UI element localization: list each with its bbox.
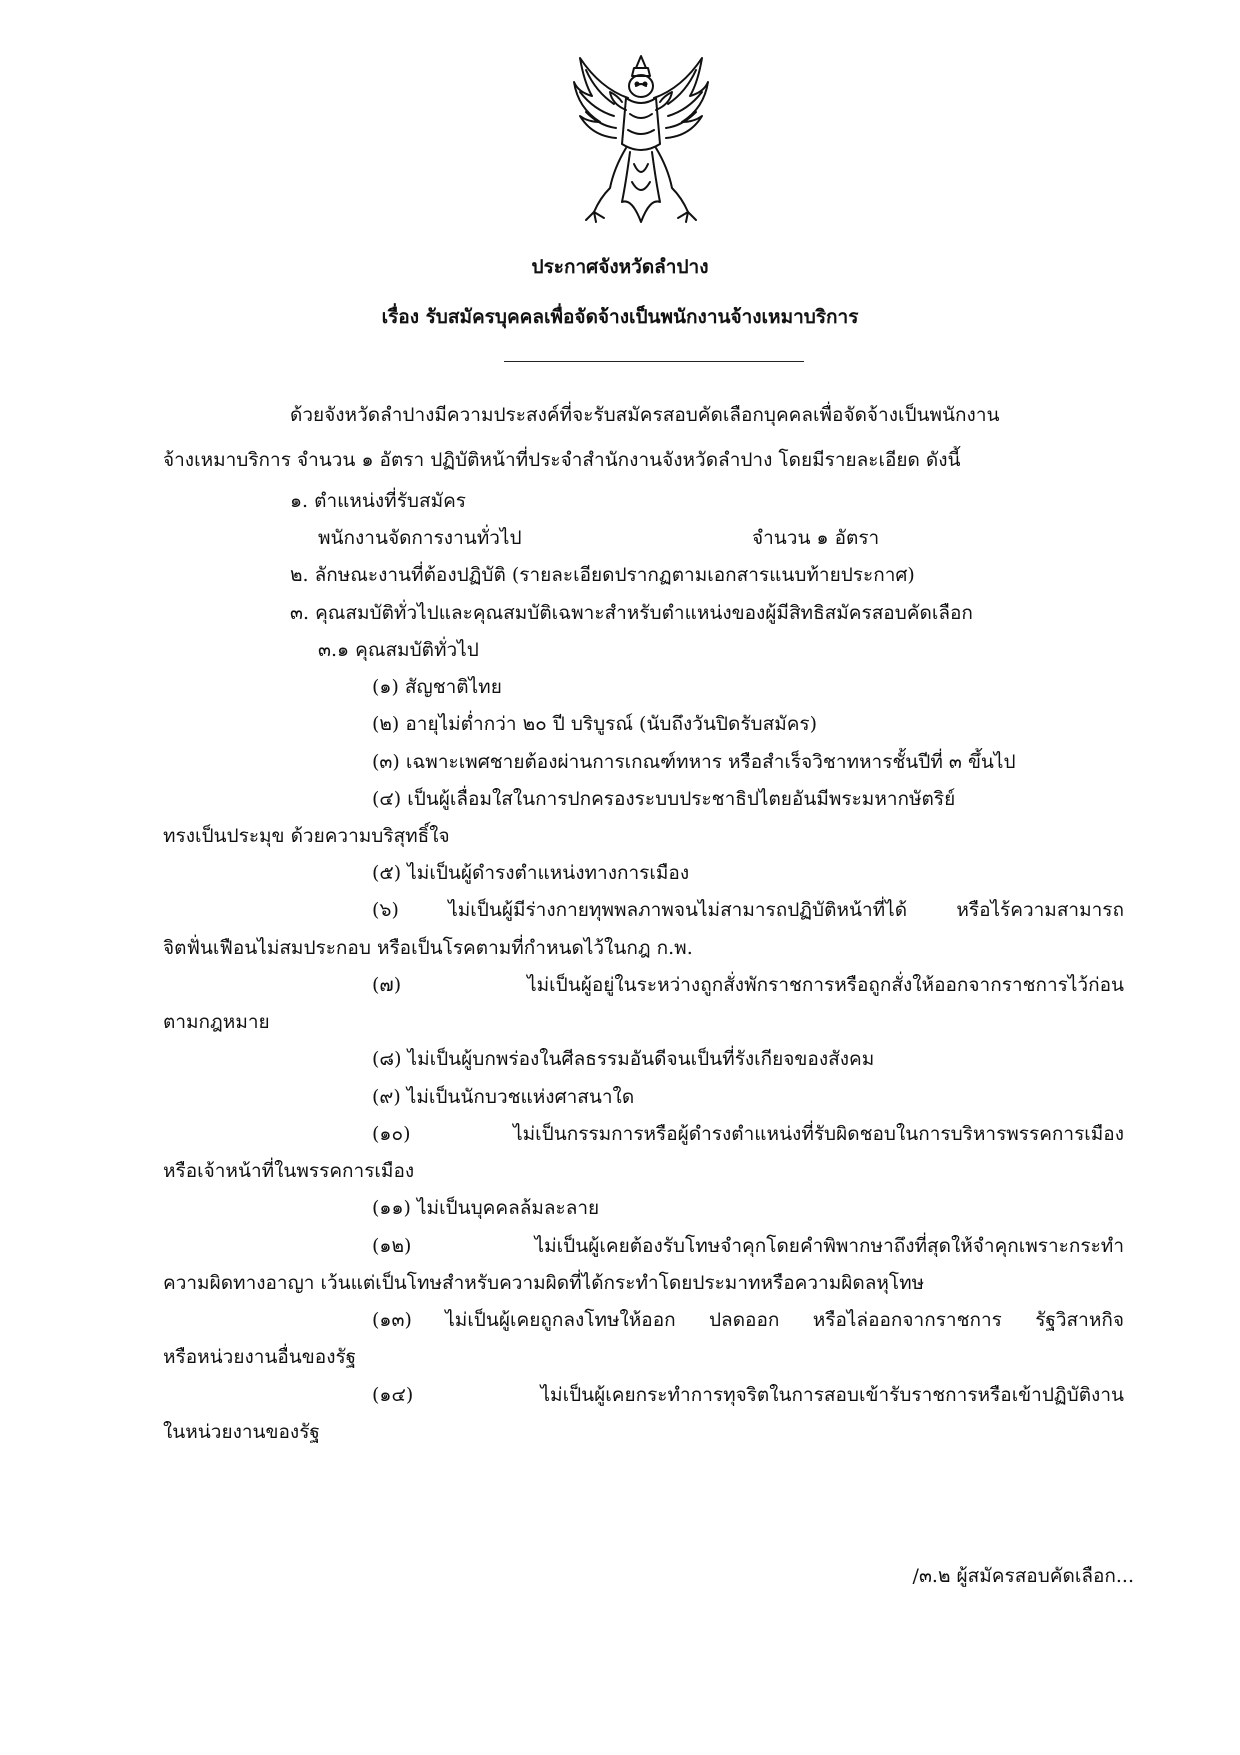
qualification-item-continued: จิตฟั่นเฟือนไม่สมประกอบ หรือเป็นโรคตามที่กำหนดไว้ในกฎ ก.พ. xyxy=(163,937,693,959)
announcement-title: ประกาศจังหวัดลำปาง xyxy=(531,256,709,278)
announcement-subject: เรื่อง รับสมัครบุคคลเพื่อจัดจ้างเป็นพนักงานจ้างเหมาบริการ xyxy=(381,306,859,328)
qualification-item-continued: หรือหน่วยงานอื่นของรัฐ xyxy=(163,1346,357,1368)
qualification-item: (๓) เฉพาะเพศชายต้องผ่านการเกณฑ์ทหาร หรือสำเร็จวิชาทหารชั้นปีที่ ๓ ขึ้นไป xyxy=(372,751,1016,773)
qualification-item: (๖) ไม่เป็นผู้มีร่างกายทุพพลภาพจนไม่สามารถปฏิบัติหน้าที่ได้ หรือไร้ความสามารถ xyxy=(372,899,1124,921)
qualification-item: (๒) อายุไม่ต่ำกว่า ๒๐ ปี บริบูรณ์ (นับถึงวันปิดรับสมัคร) xyxy=(372,713,818,735)
section-1-heading: ๑. ตำแหน่งที่รับสมัคร xyxy=(290,490,467,512)
qualification-item: (๑๓) ไม่เป็นผู้เคยถูกลงโทษให้ออก ปลดออก หรือไล่ออกจากราชการ รัฐวิสาหกิจ xyxy=(372,1309,1124,1331)
qualification-item-continued: ตามกฎหมาย xyxy=(163,1011,270,1033)
qualification-item: (๔) เป็นผู้เลื่อมใสในการปกครองระบบประชาธิปไตยอันมีพระมหากษัตริย์ xyxy=(372,788,956,810)
page-continuation: /๓.๒ ผู้สมัครสอบคัดเลือก... xyxy=(912,1565,1134,1587)
qualification-item-continued: ความผิดทางอาญา เว้นแต่เป็นโทษสำหรับความผิดที่ได้กระทำโดยประมาทหรือความผิดลหุโทษ xyxy=(163,1272,925,1294)
qualification-item: (๑๒) ไม่เป็นผู้เคยต้องรับโทษจำคุกโดยคำพิพากษาถึงที่สุดให้จำคุกเพราะกระทำ xyxy=(372,1235,1124,1257)
intro-line-1: ด้วยจังหวัดลำปางมีความประสงค์ที่จะรับสมัครสอบคัดเลือกบุคคลเพื่อจัดจ้างเป็นพนักงาน xyxy=(290,404,1000,426)
qualification-item: (๗) ไม่เป็นผู้อยู่ในระหว่างถูกสั่งพักราชการหรือถูกสั่งให้ออกจากราชการไว้ก่อน xyxy=(372,974,1124,996)
qualification-item-continued: ในหน่วยงานของรัฐ xyxy=(163,1421,320,1443)
section-3-1-heading: ๓.๑ คุณสมบัติทั่วไป xyxy=(318,639,479,661)
qualification-item: (๑๔) ไม่เป็นผู้เคยกระทำการทุจริตในการสอบเข้ารับราชการหรือเข้าปฏิบัติงาน xyxy=(372,1384,1124,1406)
intro-line-2: จ้างเหมาบริการ จำนวน ๑ อัตรา ปฏิบัติหน้าที่ประจำสำนักงานจังหวัดลำปาง โดยมีรายละเอียด ดังนี้ xyxy=(163,449,961,471)
garuda-emblem-icon xyxy=(570,52,712,228)
position-name: พนักงานจัดการงานทั่วไป xyxy=(318,527,522,549)
section-3-heading: ๓. คุณสมบัติทั่วไปและคุณสมบัติเฉพาะสำหรับตำแหน่งของผู้มีสิทธิสมัครสอบคัดเลือก xyxy=(290,602,973,624)
title-divider xyxy=(504,361,804,362)
position-count: จำนวน ๑ อัตรา xyxy=(752,527,880,549)
qualification-item: (๑๐) ไม่เป็นกรรมการหรือผู้ดำรงตำแหน่งที่รับผิดชอบในการบริหารพรรคการเมือง xyxy=(372,1123,1124,1145)
qualification-item: (๙) ไม่เป็นนักบวชแห่งศาสนาใด xyxy=(372,1086,635,1108)
qualification-item: (๑๑) ไม่เป็นบุคคลล้มละลาย xyxy=(372,1197,600,1219)
qualification-item: (๑) สัญชาติไทย xyxy=(372,676,502,698)
qualification-item: (๘) ไม่เป็นผู้บกพร่องในศีลธรรมอันดีจนเป็นที่รังเกียจของสังคม xyxy=(372,1048,875,1070)
section-2-heading: ๒. ลักษณะงานที่ต้องปฏิบัติ (รายละเอียดปรากฏตามเอกสารแนบท้ายประกาศ) xyxy=(290,564,915,586)
qualification-item: (๕) ไม่เป็นผู้ดำรงตำแหน่งทางการเมือง xyxy=(372,862,690,884)
qualification-item-continued: หรือเจ้าหน้าที่ในพรรคการเมือง xyxy=(163,1160,415,1182)
qualification-item-continued: ทรงเป็นประมุข ด้วยความบริสุทธิ์ใจ xyxy=(163,825,450,847)
